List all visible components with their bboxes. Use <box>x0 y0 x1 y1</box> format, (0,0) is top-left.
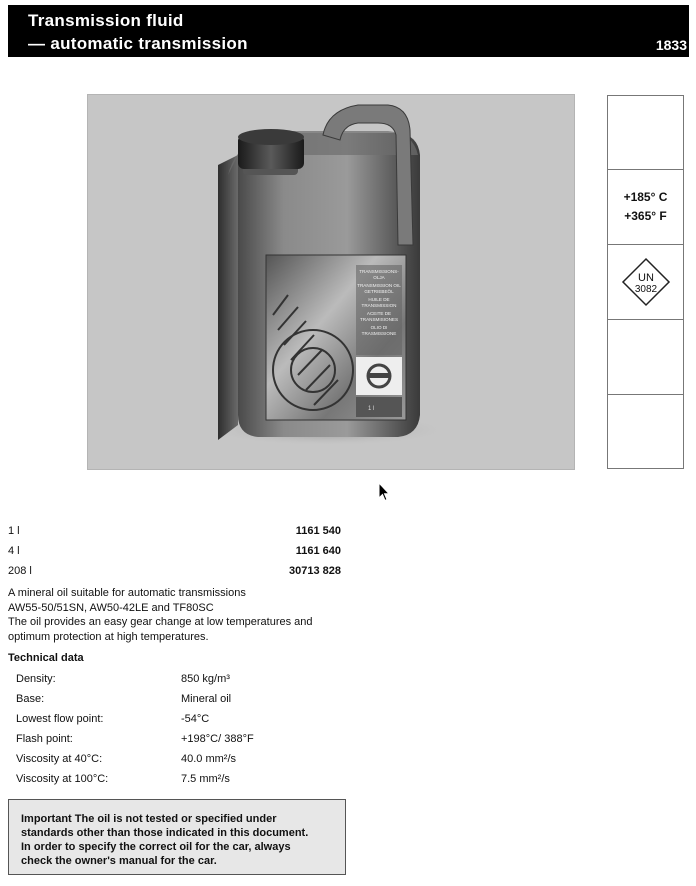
product-photo <box>87 94 575 470</box>
description-line: optimum protection at high temperatures. <box>8 630 209 643</box>
important-notice-text <box>21 812 308 868</box>
notice-line: In order to specify the correct oil for the car, always <box>21 841 291 853</box>
technical-value: -54°C <box>181 713 210 725</box>
part-number: 30713 828 <box>289 565 341 577</box>
technical-value: 850 kg/m³ <box>181 673 230 685</box>
spec-icon-column <box>607 95 684 469</box>
spec-cell-empty-2 <box>608 320 683 395</box>
un-hazard-diamond-icon <box>621 257 671 307</box>
product-description <box>8 586 353 644</box>
page-number: 1833 <box>655 37 687 53</box>
notice-line: Important The oil is not tested or specified under <box>21 813 277 825</box>
spec-cell-un <box>608 245 683 320</box>
technical-row <box>16 753 316 773</box>
technical-row <box>16 673 316 693</box>
part-volume: 1 l <box>8 525 20 537</box>
notice-line: standards other than those indicated in this document. <box>21 827 309 839</box>
technical-label: Viscosity at 40°C: <box>16 753 103 765</box>
un-number: 3082 <box>634 284 658 295</box>
important-notice-box <box>8 799 346 875</box>
description-line: AW55-50/51SN, AW50-42LE and TF80SC <box>8 601 214 614</box>
technical-label: Flash point: <box>16 733 73 745</box>
label-text-2: OLJA <box>373 275 385 280</box>
temperature-celsius: +185° C <box>623 190 668 204</box>
spec-cell-empty-3 <box>608 395 683 468</box>
technical-data-table <box>16 673 316 793</box>
page-title-line1: Transmission fluid <box>28 11 184 30</box>
technical-value: 7.5 mm²/s <box>181 773 230 785</box>
technical-label: Base: <box>16 693 45 705</box>
part-volume: 4 l <box>8 545 20 557</box>
part-number-list <box>8 525 341 585</box>
technical-row <box>16 773 316 793</box>
page-header <box>8 5 689 57</box>
part-row <box>8 525 341 545</box>
label-text-3: TRANSMISSION OIL <box>357 283 401 288</box>
technical-value: 40.0 mm²/s <box>181 753 237 765</box>
spec-cell-temperature <box>608 170 683 245</box>
description-line: A mineral oil suitable for automatic transmissions <box>8 587 246 599</box>
technical-label: Density: <box>16 673 56 685</box>
part-number: 1161 640 <box>295 545 341 557</box>
technical-value: +198°C/ 388°F <box>181 733 254 745</box>
technical-label: Viscosity at 100°C: <box>16 773 109 785</box>
label-text-1: TRANSMISSIONS- <box>359 269 399 274</box>
part-row <box>8 565 341 585</box>
technical-row <box>16 693 316 713</box>
label-text-8: TRANSMISIONES <box>359 317 399 322</box>
label-text-4: GETRIEBEÖL <box>364 289 394 294</box>
label-text-9: OLIO DI <box>370 325 388 330</box>
label-volume: 1 l <box>368 406 375 412</box>
temperature-fahrenheit: +365° F <box>624 209 667 223</box>
label-text-5: HUILE DE <box>368 297 390 302</box>
label-text-7: ACEITE DE <box>366 311 392 316</box>
label-text-6: TRANSMISSION <box>361 303 397 308</box>
part-number: 1161 540 <box>295 525 341 537</box>
notice-line: check the owner's manual for the car. <box>21 855 217 867</box>
technical-label: Lowest flow point: <box>16 713 104 725</box>
description-line: The oil provides an easy gear change at low temperatures and <box>8 616 313 628</box>
part-row <box>8 545 341 565</box>
mouse-pointer-icon <box>378 482 390 502</box>
label-text-10: TRASMISSIONE <box>361 331 397 336</box>
technical-row <box>16 713 316 733</box>
technical-value: Mineral oil <box>181 693 232 705</box>
technical-row <box>16 733 316 753</box>
part-volume: 208 l <box>8 565 32 577</box>
spec-cell-empty-1 <box>608 96 683 170</box>
un-label: UN <box>638 272 654 284</box>
page-title-line2: — automatic transmission <box>28 34 248 53</box>
technical-data-heading: Technical data <box>8 652 84 664</box>
oil-bottle-illustration <box>88 95 574 469</box>
